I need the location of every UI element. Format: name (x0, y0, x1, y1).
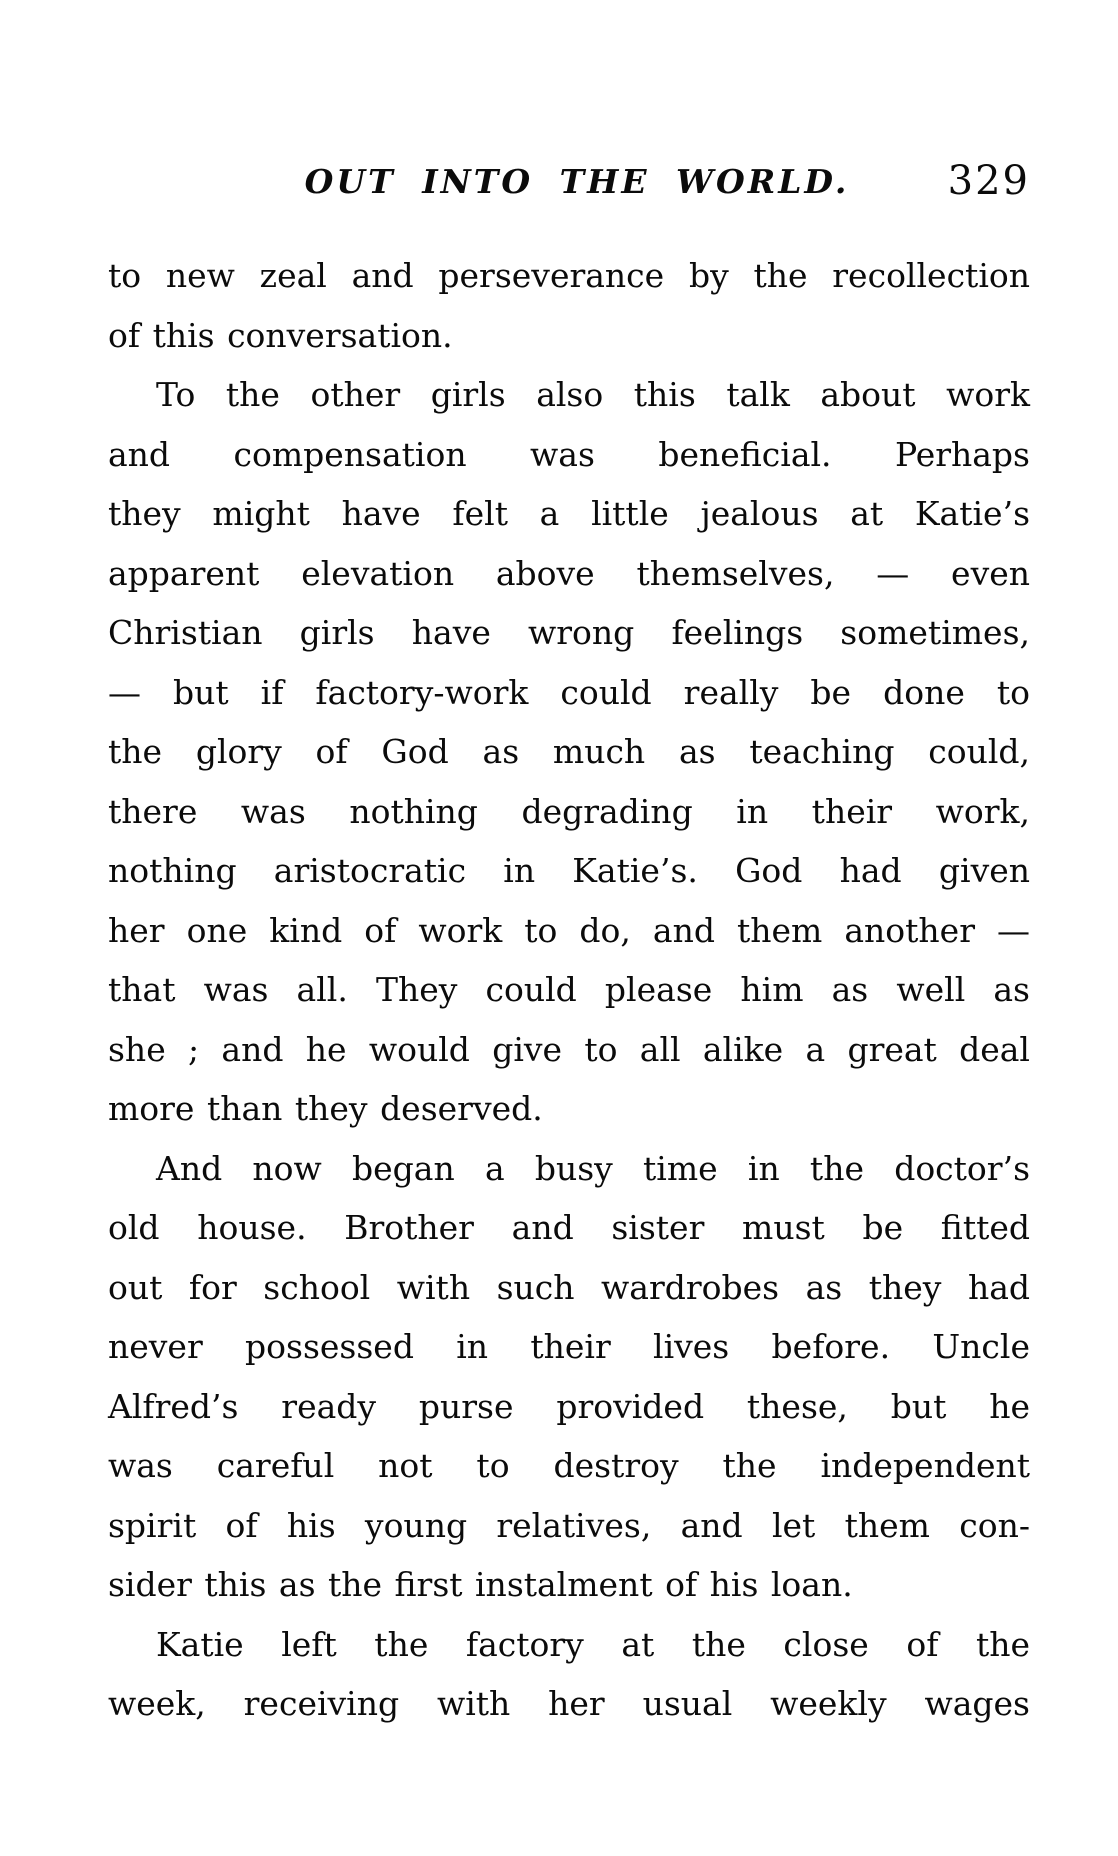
text-line: there was nothing degrading in their work, (108, 791, 1030, 831)
text-line: was careful not to destroy the independent (108, 1446, 1030, 1485)
page-number: 329 (947, 158, 1030, 204)
text-line: Christian girls have wrong feelings sometimes, (108, 613, 1030, 652)
text-line: sider this as the first instalment of his loan. (108, 1565, 853, 1604)
text-line: and compensation was beneficial. Perhaps (108, 434, 1030, 474)
text-line: she ; and he would give to all alike a great deal (108, 1029, 1030, 1069)
text-line: her one kind of work to do, and them another — (108, 910, 1030, 950)
text-line: spirit of his young relatives, and let them con- (108, 1505, 1030, 1545)
body-text (108, 246, 1030, 1734)
text-line: that was all. They could please him as well as (108, 970, 1030, 1009)
text-line: To the other girls also this talk about work (156, 375, 1030, 414)
page-header (108, 158, 1030, 212)
text-line: Katie left the factory at the close of the (156, 1624, 1030, 1664)
running-title: OUT INTO THE WORLD. (304, 162, 850, 201)
text-line: — but if factory-work could really be done to (108, 672, 1030, 712)
text-line: they might have felt a little jealous at Katie’s (108, 494, 1030, 533)
text-line: of this conversation. (108, 315, 453, 355)
text-line: Alfred’s ready purse provided these, but he (108, 1386, 1030, 1426)
text-line: old house. Brother and sister must be fitted (108, 1208, 1030, 1247)
text-line: never possessed in their lives before. Uncle (108, 1327, 1030, 1366)
text-line: apparent elevation above themselves, — even (108, 553, 1030, 593)
text-line: week, receiving with her usual weekly wages (108, 1684, 1030, 1723)
text-line: the glory of God as much as teaching could, (108, 732, 1030, 771)
text-line: out for school with such wardrobes as they had (108, 1267, 1030, 1307)
text-line: more than they deserved. (108, 1089, 543, 1128)
text-line: And now began a busy time in the doctor’s (156, 1148, 1030, 1188)
text-line: to new zeal and perseverance by the recollection (108, 256, 1030, 295)
text-line: nothing aristocratic in Katie’s. God had given (108, 851, 1030, 890)
